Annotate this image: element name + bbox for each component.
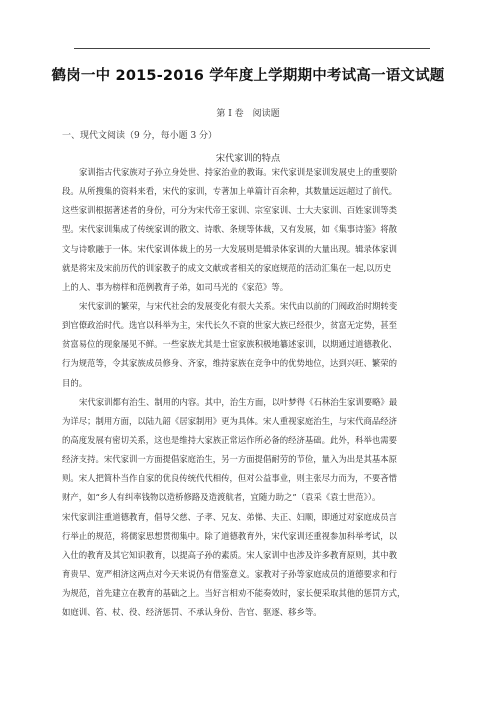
article-line: 这些家训根据著述者的身份，可分为宋代帝王家训、宗室家训、士大夫家训、百姓家训等类 <box>62 205 397 216</box>
section-heading: 第 I 卷 阅读题 <box>216 109 280 119</box>
article-line: 行举止的规范，将儒家思想贯彻集中。除了道德教育外，宋代家训还重视参加科举考试，以 <box>62 530 397 541</box>
article-body <box>62 163 435 622</box>
article-line: 目的。 <box>62 377 88 388</box>
article-line: 宋代家训的繁荣，与宋代社会的发展变化有很大关系。宋代由以前的门阀政治时期转变 <box>79 300 398 311</box>
article-line: 为详尽；制用方面，以陆九韶《居家制用》更为具体。宋人重视家庭治生，与宋代商品经济 <box>62 415 397 426</box>
article-line: 宋代家训注重道德教育，倡导父慈、子孝、兄友、弟悌、夫正、妇顺，即通过对家庭成员言 <box>62 511 397 522</box>
article-line: 育贵早、宽严相济这两点对今天来说仍有借鉴意义。家教对子孙等家庭成员的道德要求和行 <box>62 568 397 579</box>
article-line: 家训指古代家族对子孙立身处世、持家治业的教诲。宋代家训是家训发展史上的重要阶 <box>79 167 398 177</box>
article-line: 经济支持。宋代家训一方面提倡家庭治生，另一方面提倡耐劳的节俭，量入为出是其基本原 <box>62 454 397 465</box>
question-heading: 一、现代文阅读（9 分，每小题 3 分） <box>62 131 218 141</box>
article-line: 如庭训、笞、杖、役、经济惩罚、不承认身份、告官、驱逐、移乡等。 <box>62 607 322 618</box>
article-line: 财产，如“乡人有纠率钱物以造桥修路及造渡航者，宜随力助之”（袁采《袁士世范》）。 <box>62 492 381 503</box>
article-line: 型。宋代家训集成了传统家训的散文、诗歌、条规等体裁，又有发展，如《集事诗鉴》将散 <box>62 224 397 235</box>
article-line: 上的人、事为榜样和范例教育子弟，如司马光的《家范》等。 <box>62 281 289 292</box>
exam-title: 鹤岗一中 2015-2016 学年度上学期期中考试高一语文试题 <box>51 68 445 84</box>
article-line: 贫富易位的现象屡见不鲜。一些家族尤其是士宦家族积极地纂述家训，以期通过道德教化、 <box>62 339 397 350</box>
article-line: 的高度发展有密切关系，这也是维持大家族正常运作所必备的经济基础。此外，科举也需要 <box>62 434 397 445</box>
article-line: 段。从所搜集的资料来看，宋代的家训，专著加上单篇计百余种，其数量远远超过了前代。 <box>62 186 397 197</box>
header-rule <box>74 48 430 49</box>
article-line: 为规范，首先建立在教育的基础之上。当好言相劝不能奏效时，家长便采取其他的惩罚方式， <box>62 588 406 599</box>
article-line: 文与诗歌融于一体。宋代家训体裁上的另一大发展则是辑录体家训的大量出现。辑录体家训 <box>62 243 397 254</box>
article-title: 宋代家训的特点 <box>215 153 281 164</box>
article-line: 则。宋人把简朴当作自家的优良传统代代相传，但对公益事业，则主张尽力而为，不要吝惜 <box>62 473 397 484</box>
article-line: 入仕的教育及其它知识教育，以提高子孙的素质。宋人家训中也涉及许多教育原则，其中教 <box>62 549 397 560</box>
article-line: 宋代家训都有治生、制用的内容。其中，治生方面，以叶梦得《石林治生家训要略》最 <box>79 396 398 407</box>
article-line: 到官僚政治时代。选官以科举为主，宋代长久不衰的世家大族已经很少，贫富无定势，甚至 <box>62 320 397 331</box>
article-line: 就是将宋及宋前历代的训家教子的成文文献或者相关的家庭规范的活动汇集在一起,以历史 <box>62 262 392 273</box>
article-line: 行为规范等，令其家族成员修身、齐家，维持家族在竞争中的优势地位，达到兴旺、繁荣的 <box>62 358 397 369</box>
